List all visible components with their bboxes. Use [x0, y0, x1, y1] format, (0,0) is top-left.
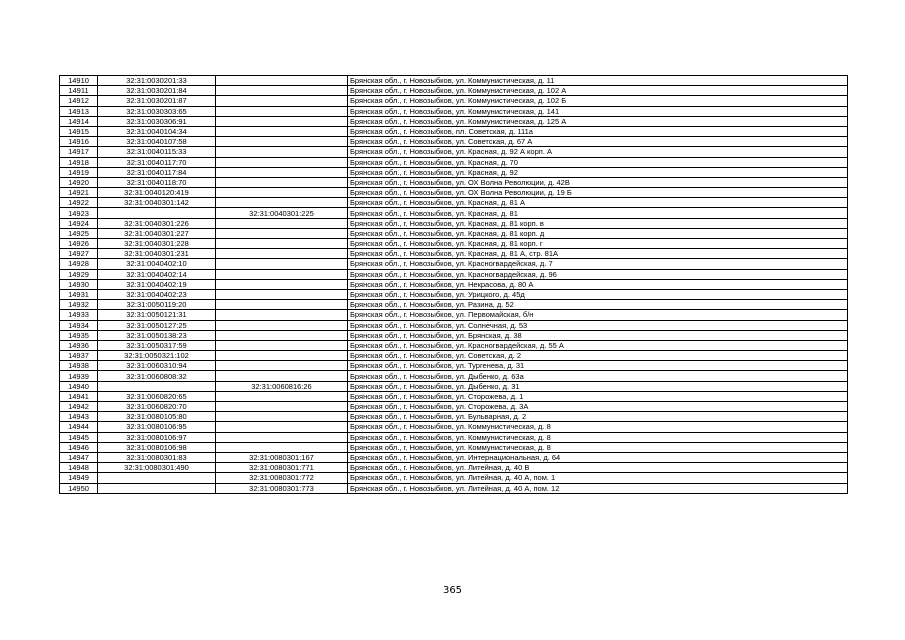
table-row — [60, 76, 848, 86]
cadastral-number-cell: 32:31:0060808:32 — [98, 371, 216, 381]
row-number-cell: 14944 — [60, 422, 98, 432]
cadastral-number-secondary-cell — [216, 147, 348, 157]
cadastral-number-cell: 32:31:0040118:70 — [98, 177, 216, 187]
cadastral-number-cell — [98, 381, 216, 391]
cadastral-number-secondary-cell — [216, 228, 348, 238]
cadastral-number-cell: 32:31:0080301:490 — [98, 463, 216, 473]
cadastral-number-cell: 32:31:0080106:98 — [98, 442, 216, 452]
cadastral-number-secondary-cell: 32:31:0080301:167 — [216, 452, 348, 462]
table-row — [60, 86, 848, 96]
address-cell: Брянская обл., г. Новозыбков, ул. Урицкого, д. 45д — [348, 289, 848, 299]
table-row — [60, 351, 848, 361]
cadastral-number-secondary-cell: 32:31:0060816:26 — [216, 381, 348, 391]
row-number-cell: 14941 — [60, 391, 98, 401]
address-cell: Брянская обл., г. Новозыбков, ул. Красная, д. 70 — [348, 157, 848, 167]
table-row — [60, 147, 848, 157]
table-row — [60, 432, 848, 442]
row-number-cell: 14921 — [60, 188, 98, 198]
cadastral-number-cell: 32:31:0040402:14 — [98, 269, 216, 279]
cadastral-number-secondary-cell — [216, 218, 348, 228]
cadastral-number-secondary-cell: 32:31:0080301:771 — [216, 463, 348, 473]
cadastral-number-cell: 32:31:0040402:23 — [98, 289, 216, 299]
cadastral-number-cell: 32:31:0080106:95 — [98, 422, 216, 432]
table-row — [60, 483, 848, 493]
cadastral-number-secondary-cell — [216, 340, 348, 350]
cadastral-number-secondary-cell — [216, 289, 348, 299]
address-cell: Брянская обл., г. Новозыбков, пл. Советская, д. 111а — [348, 126, 848, 136]
row-number-cell: 14924 — [60, 218, 98, 228]
cadastral-number-secondary-cell — [216, 249, 348, 259]
cadastral-number-secondary-cell — [216, 76, 348, 86]
cadastral-number-cell: 32:31:0050138:23 — [98, 330, 216, 340]
address-cell: Брянская обл., г. Новозыбков, ул. Дыбенко, д. 31 — [348, 381, 848, 391]
cadastral-number-cell: 32:31:0040120:419 — [98, 188, 216, 198]
address-cell: Брянская обл., г. Новозыбков, ул. Коммунистическая, д. 102 Б — [348, 96, 848, 106]
address-cell: Брянская обл., г. Новозыбков, ул. Советская, д. 67 А — [348, 137, 848, 147]
row-number-cell: 14949 — [60, 473, 98, 483]
cadastral-number-secondary-cell — [216, 239, 348, 249]
table-row — [60, 137, 848, 147]
cadastral-number-secondary-cell — [216, 320, 348, 330]
row-number-cell: 14916 — [60, 137, 98, 147]
address-cell: Брянская обл., г. Новозыбков, ул. Коммунистическая, д. 8 — [348, 432, 848, 442]
cadastral-number-secondary-cell — [216, 157, 348, 167]
address-cell: Брянская обл., г. Новозыбков, ул. Коммунистическая, д. 8 — [348, 442, 848, 452]
cadastral-number-secondary-cell — [216, 412, 348, 422]
address-cell: Брянская обл., г. Новозыбков, ул. Коммунистическая, д. 8 — [348, 422, 848, 432]
cadastral-number-cell: 32:31:0080106:97 — [98, 432, 216, 442]
cadastral-number-cell: 32:31:0050127:25 — [98, 320, 216, 330]
row-number-cell: 14937 — [60, 351, 98, 361]
cadastral-number-secondary-cell — [216, 391, 348, 401]
registry-table — [59, 75, 848, 494]
cadastral-number-cell: 32:31:0040402:19 — [98, 279, 216, 289]
table-row — [60, 157, 848, 167]
cadastral-number-cell: 32:31:0030201:33 — [98, 76, 216, 86]
address-cell: Брянская обл., г. Новозыбков, ул. Красная, д. 81 корп. д — [348, 228, 848, 238]
row-number-cell: 14935 — [60, 330, 98, 340]
row-number-cell: 14913 — [60, 106, 98, 116]
address-cell: Брянская обл., г. Новозыбков, ул. Красногвардейская, д. 55 А — [348, 340, 848, 350]
cadastral-number-cell: 32:31:0080105:80 — [98, 412, 216, 422]
table-row — [60, 188, 848, 198]
row-number-cell: 14943 — [60, 412, 98, 422]
cadastral-number-secondary-cell — [216, 106, 348, 116]
address-cell: Брянская обл., г. Новозыбков, ул. Красногвардейская, д. 7 — [348, 259, 848, 269]
cadastral-number-secondary-cell — [216, 137, 348, 147]
cadastral-number-cell — [98, 208, 216, 218]
address-cell: Брянская обл., г. Новозыбков, ул. Советская, д. 2 — [348, 351, 848, 361]
cadastral-number-cell: 32:31:0040301:231 — [98, 249, 216, 259]
table-row — [60, 412, 848, 422]
table-row — [60, 289, 848, 299]
table-row — [60, 126, 848, 136]
table-row — [60, 371, 848, 381]
cadastral-number-cell: 32:31:0030306:91 — [98, 116, 216, 126]
cadastral-number-cell: 32:31:0030201:84 — [98, 86, 216, 96]
address-cell: Брянская обл., г. Новозыбков, ул. Красная, д. 92 А корп. А — [348, 147, 848, 157]
cadastral-number-secondary-cell — [216, 361, 348, 371]
table-row — [60, 279, 848, 289]
table-row — [60, 381, 848, 391]
cadastral-number-cell: 32:31:0030303:65 — [98, 106, 216, 116]
row-number-cell: 14925 — [60, 228, 98, 238]
address-cell: Брянская обл., г. Новозыбков, ул. Дыбенко, д. 63а — [348, 371, 848, 381]
cadastral-number-cell: 32:31:0040117:70 — [98, 157, 216, 167]
row-number-cell: 14918 — [60, 157, 98, 167]
table-row — [60, 320, 848, 330]
cadastral-number-cell: 32:31:0050321:102 — [98, 351, 216, 361]
cadastral-number-secondary-cell: 32:31:0040301:225 — [216, 208, 348, 218]
row-number-cell: 14922 — [60, 198, 98, 208]
cadastral-number-secondary-cell — [216, 371, 348, 381]
row-number-cell: 14938 — [60, 361, 98, 371]
table-row — [60, 106, 848, 116]
address-cell: Брянская обл., г. Новозыбков, ул. Красная, д. 81 А — [348, 198, 848, 208]
address-cell: Брянская обл., г. Новозыбков, ул. Литейная, д. 40 А, пом. 12 — [348, 483, 848, 493]
cadastral-number-secondary-cell — [216, 351, 348, 361]
address-cell: Брянская обл., г. Новозыбков, ул. Красная, д. 81 А, стр. 81А — [348, 249, 848, 259]
table-row — [60, 402, 848, 412]
address-cell: Брянская обл., г. Новозыбков, ул. Коммунистическая, д. 141 — [348, 106, 848, 116]
cadastral-number-cell: 32:31:0060820:70 — [98, 402, 216, 412]
address-cell: Брянская обл., г. Новозыбков, ул. Интернациональная, д. 64 — [348, 452, 848, 462]
address-cell: Брянская обл., г. Новозыбков, ул. Разина, д. 52 — [348, 300, 848, 310]
cadastral-number-secondary-cell — [216, 432, 348, 442]
row-number-cell: 14911 — [60, 86, 98, 96]
row-number-cell: 14919 — [60, 167, 98, 177]
cadastral-number-cell: 32:31:0030201:87 — [98, 96, 216, 106]
row-number-cell: 14945 — [60, 432, 98, 442]
table-row — [60, 310, 848, 320]
cadastral-number-cell: 32:31:0040301:142 — [98, 198, 216, 208]
cadastral-number-secondary-cell — [216, 86, 348, 96]
row-number-cell: 14930 — [60, 279, 98, 289]
cadastral-number-secondary-cell: 32:31:0080301:773 — [216, 483, 348, 493]
address-cell: Брянская обл., г. Новозыбков, ул. Бульварная, д. 2 — [348, 412, 848, 422]
table-row — [60, 116, 848, 126]
cadastral-number-secondary-cell — [216, 126, 348, 136]
address-cell: Брянская обл., г. Новозыбков, ул. Красная, д. 81 корп. г — [348, 239, 848, 249]
address-cell: Брянская обл., г. Новозыбков, ул. Красная, д. 81 корп. в — [348, 218, 848, 228]
row-number-cell: 14928 — [60, 259, 98, 269]
table-row — [60, 340, 848, 350]
address-cell: Брянская обл., г. Новозыбков, ул. Красная, д. 92 — [348, 167, 848, 177]
cadastral-number-cell: 32:31:0040301:227 — [98, 228, 216, 238]
cadastral-number-secondary-cell — [216, 300, 348, 310]
cadastral-number-secondary-cell — [216, 279, 348, 289]
cadastral-number-secondary-cell — [216, 402, 348, 412]
cadastral-number-secondary-cell — [216, 330, 348, 340]
row-number-cell: 14920 — [60, 177, 98, 187]
address-cell: Брянская обл., г. Новозыбков, ул. Красная, д. 81 — [348, 208, 848, 218]
cadastral-number-cell: 32:31:0050317:59 — [98, 340, 216, 350]
row-number-cell: 14923 — [60, 208, 98, 218]
row-number-cell: 14939 — [60, 371, 98, 381]
page-number: 365 — [442, 585, 463, 596]
table-row — [60, 361, 848, 371]
cadastral-number-secondary-cell: 32:31:0080301:772 — [216, 473, 348, 483]
row-number-cell: 14947 — [60, 452, 98, 462]
table-row — [60, 177, 848, 187]
table-row — [60, 300, 848, 310]
row-number-cell: 14926 — [60, 239, 98, 249]
row-number-cell: 14940 — [60, 381, 98, 391]
cadastral-number-secondary-cell — [216, 167, 348, 177]
table-row — [60, 198, 848, 208]
table-row — [60, 269, 848, 279]
address-cell: Брянская обл., г. Новозыбков, ул. Коммунистическая, д. 11 — [348, 76, 848, 86]
row-number-cell: 14933 — [60, 310, 98, 320]
row-number-cell: 14936 — [60, 340, 98, 350]
table-row — [60, 239, 848, 249]
table-row — [60, 330, 848, 340]
cadastral-number-cell: 32:31:0040402:10 — [98, 259, 216, 269]
table-row — [60, 249, 848, 259]
cadastral-number-secondary-cell — [216, 442, 348, 452]
address-cell: Брянская обл., г. Новозыбков, ул. Коммунистическая, д. 125 А — [348, 116, 848, 126]
address-cell: Брянская обл., г. Новозыбков, ул. ОХ Волна Революции, д. 42В — [348, 177, 848, 187]
cadastral-number-cell: 32:31:0080301:83 — [98, 452, 216, 462]
row-number-cell: 14948 — [60, 463, 98, 473]
row-number-cell: 14942 — [60, 402, 98, 412]
address-cell: Брянская обл., г. Новозыбков, ул. Литейная, д. 40 А, пом. 1 — [348, 473, 848, 483]
registry-table-body — [60, 76, 848, 494]
cadastral-number-secondary-cell — [216, 188, 348, 198]
table-row — [60, 391, 848, 401]
row-number-cell: 14932 — [60, 300, 98, 310]
row-number-cell: 14950 — [60, 483, 98, 493]
cadastral-number-secondary-cell — [216, 177, 348, 187]
address-cell: Брянская обл., г. Новозыбков, ул. Сторожева, д. 3А — [348, 402, 848, 412]
cadastral-number-cell — [98, 483, 216, 493]
row-number-cell: 14946 — [60, 442, 98, 452]
cadastral-number-cell: 32:31:0040301:228 — [98, 239, 216, 249]
cadastral-number-cell: 32:31:0040104:34 — [98, 126, 216, 136]
row-number-cell: 14914 — [60, 116, 98, 126]
table-row — [60, 452, 848, 462]
row-number-cell: 14915 — [60, 126, 98, 136]
table-row — [60, 422, 848, 432]
cadastral-number-cell: 32:31:0060310:94 — [98, 361, 216, 371]
address-cell: Брянская обл., г. Новозыбков, ул. Солнечная, д. 53 — [348, 320, 848, 330]
table-row — [60, 473, 848, 483]
table-row — [60, 96, 848, 106]
row-number-cell: 14927 — [60, 249, 98, 259]
cadastral-number-secondary-cell — [216, 96, 348, 106]
cadastral-number-cell: 32:31:0050121:31 — [98, 310, 216, 320]
cadastral-number-cell: 32:31:0050119:20 — [98, 300, 216, 310]
cadastral-number-cell: 32:31:0040107:58 — [98, 137, 216, 147]
cadastral-number-cell: 32:31:0040117:84 — [98, 167, 216, 177]
table-row — [60, 228, 848, 238]
address-cell: Брянская обл., г. Новозыбков, ул. Некрасова, д. 80 А — [348, 279, 848, 289]
cadastral-number-secondary-cell — [216, 269, 348, 279]
table-row — [60, 259, 848, 269]
row-number-cell: 14912 — [60, 96, 98, 106]
address-cell: Брянская обл., г. Новозыбков, ул. Красногвардейская, д. 96 — [348, 269, 848, 279]
cadastral-number-cell: 32:31:0040115:33 — [98, 147, 216, 157]
table-row — [60, 442, 848, 452]
cadastral-number-cell — [98, 473, 216, 483]
row-number-cell: 14929 — [60, 269, 98, 279]
table-row — [60, 463, 848, 473]
row-number-cell: 14910 — [60, 76, 98, 86]
table-row — [60, 167, 848, 177]
cadastral-number-cell: 32:31:0040301:226 — [98, 218, 216, 228]
address-cell: Брянская обл., г. Новозыбков, ул. Литейная, д. 40 В — [348, 463, 848, 473]
address-cell: Брянская обл., г. Новозыбков, ул. ОХ Волна Революции, д. 19 Б — [348, 188, 848, 198]
table-row — [60, 208, 848, 218]
cadastral-number-secondary-cell — [216, 259, 348, 269]
row-number-cell: 14917 — [60, 147, 98, 157]
address-cell: Брянская обл., г. Новозыбков, ул. Коммунистическая, д. 102 А — [348, 86, 848, 96]
cadastral-number-secondary-cell — [216, 116, 348, 126]
cadastral-number-secondary-cell — [216, 422, 348, 432]
address-cell: Брянская обл., г. Новозыбков, ул. Тургенева, д. 31 — [348, 361, 848, 371]
row-number-cell: 14934 — [60, 320, 98, 330]
address-cell: Брянская обл., г. Новозыбков, ул. Первомайская, б/н — [348, 310, 848, 320]
cadastral-number-secondary-cell — [216, 198, 348, 208]
address-cell: Брянская обл., г. Новозыбков, ул. Сторожева, д. 1 — [348, 391, 848, 401]
cadastral-number-cell: 32:31:0060820:65 — [98, 391, 216, 401]
cadastral-number-secondary-cell — [216, 310, 348, 320]
address-cell: Брянская обл., г. Новозыбков, ул. Брянская, д. 38 — [348, 330, 848, 340]
row-number-cell: 14931 — [60, 289, 98, 299]
table-row — [60, 218, 848, 228]
